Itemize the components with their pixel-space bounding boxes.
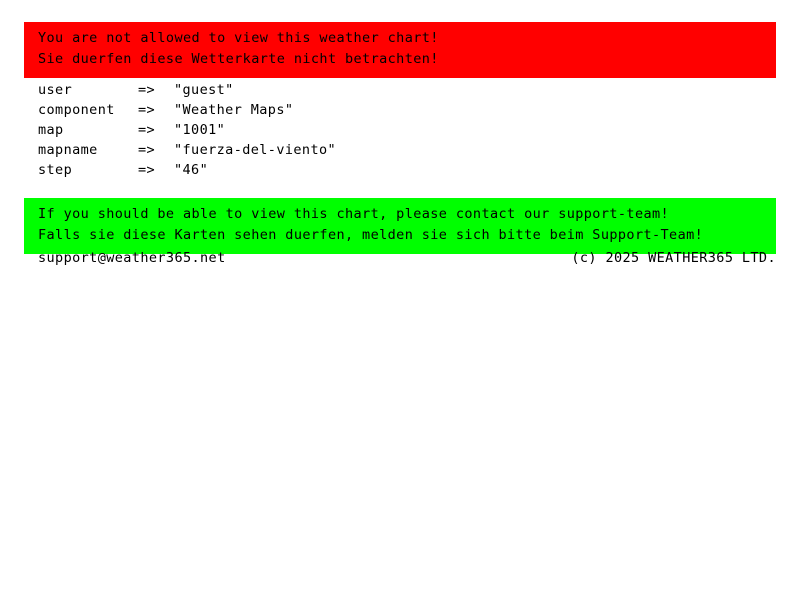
detail-value-user: "guest" xyxy=(174,82,234,98)
detail-key-map: map xyxy=(38,122,64,138)
table-row xyxy=(38,140,336,160)
detail-value-component: "Weather Maps" xyxy=(174,102,294,118)
detail-arrow: => xyxy=(138,142,156,158)
detail-arrow: => xyxy=(138,102,156,118)
request-details-table xyxy=(38,80,336,180)
info-message-en: If you should be able to view this chart, please contact our support-team! xyxy=(38,206,670,222)
detail-value-step: "46" xyxy=(174,162,209,178)
copyright-notice: (c) 2025 WEATHER365 LTD. xyxy=(571,250,776,266)
info-message-de: Falls sie diese Karten sehen duerfen, melden sie sich bitte beim Support-Team! xyxy=(38,227,704,243)
detail-key-component: component xyxy=(38,102,115,118)
support-email-link[interactable]: support@weather365.net xyxy=(38,250,226,266)
error-message-en: You are not allowed to view this weather chart! xyxy=(38,30,439,46)
table-row xyxy=(38,100,336,120)
detail-arrow: => xyxy=(138,162,156,178)
detail-arrow: => xyxy=(138,122,156,138)
table-row xyxy=(38,160,336,180)
info-banner xyxy=(24,198,776,254)
table-row xyxy=(38,120,336,140)
error-banner xyxy=(24,22,776,78)
detail-arrow: => xyxy=(138,82,156,98)
detail-value-map: "1001" xyxy=(174,122,226,138)
page-footer xyxy=(38,250,776,266)
error-message-de: Sie duerfen diese Wetterkarte nicht betrachten! xyxy=(38,51,439,67)
detail-key-mapname: mapname xyxy=(38,142,98,158)
detail-value-mapname: "fuerza-del-viento" xyxy=(174,142,337,158)
detail-key-user: user xyxy=(38,82,73,98)
detail-key-step: step xyxy=(38,162,73,178)
table-row xyxy=(38,80,336,100)
